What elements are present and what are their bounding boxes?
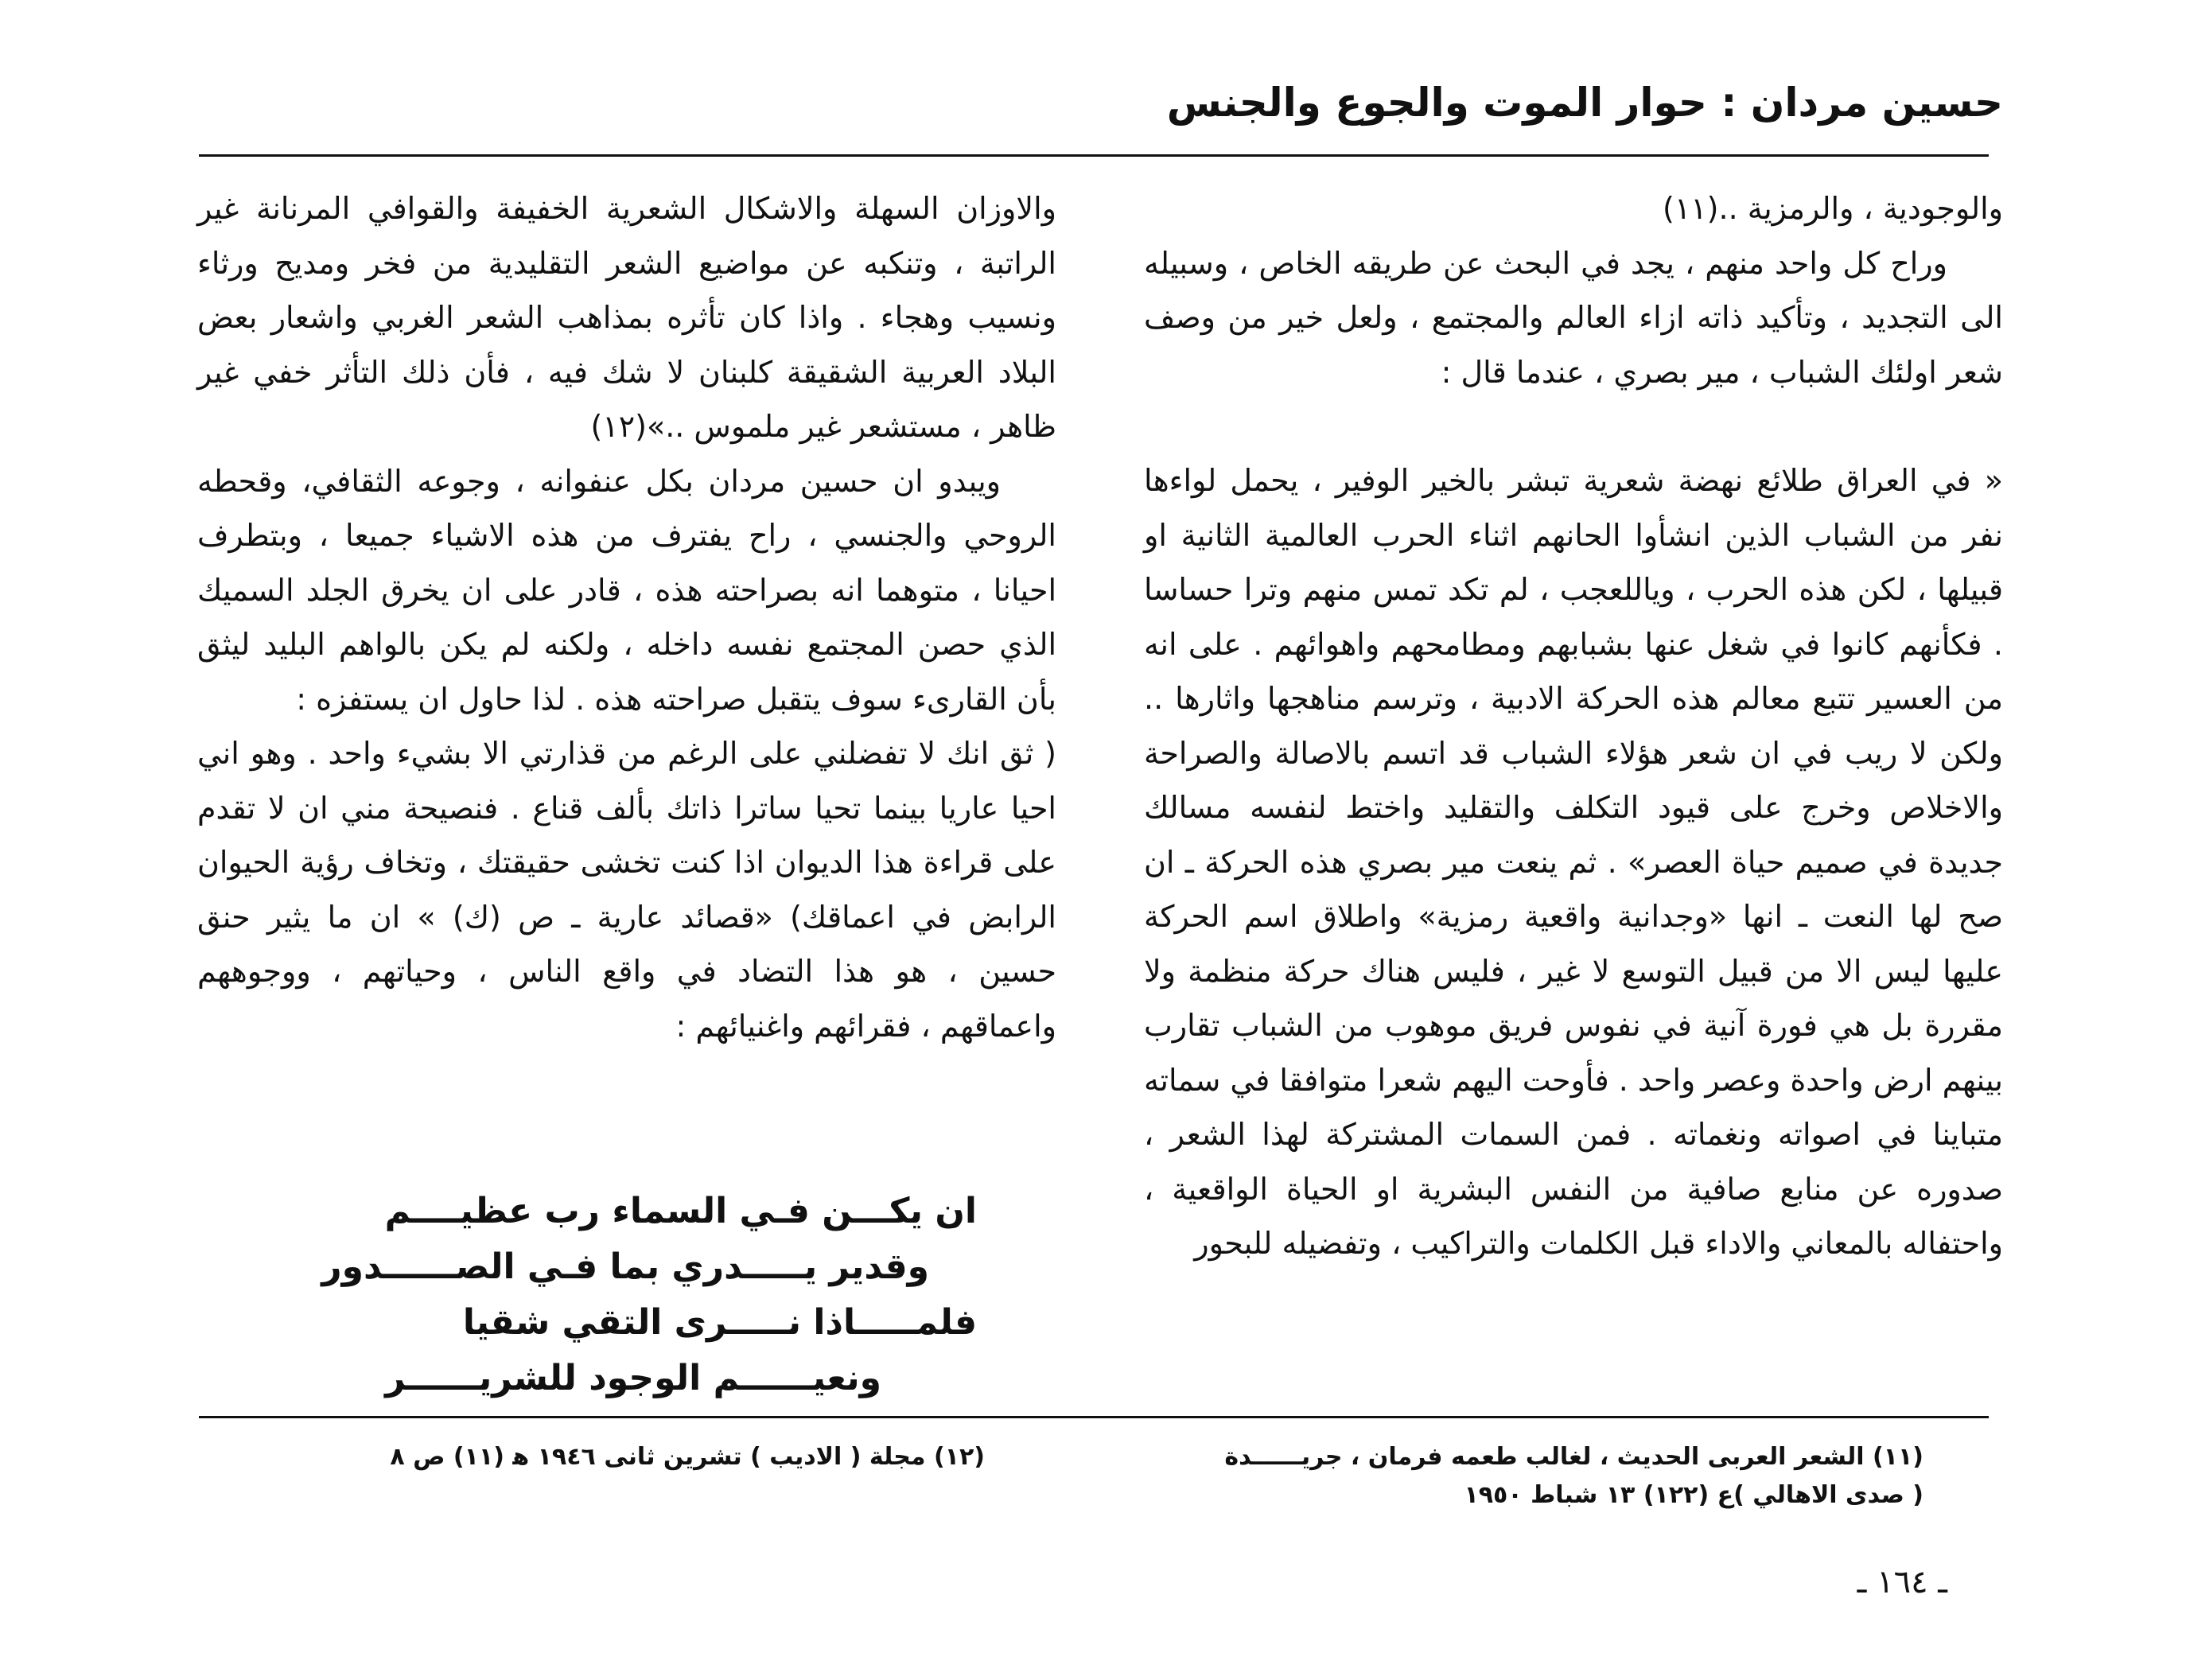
- header-divider: [199, 154, 1989, 157]
- poem-line: وقدير يـــــدري بما فـي الصــــــدور: [321, 1246, 929, 1287]
- footnote-line: (١٢) مجلة ( الاديب ) تشرين ثانى ١٩٤٦ ﻫ (١١) ص ٨: [390, 1443, 985, 1471]
- footnote-line: (١١) الشعر العربى الحديث ، لغالب طعمه فرمان ، جريــــــدة: [1224, 1443, 1923, 1471]
- poem-line: ان يكـــن فـي السماء رب عظيــــم: [384, 1191, 977, 1231]
- paragraph: وراح كل واحد منهم ، يجد في البحث عن طريقه الخاص ، وسبيله الى التجديد ، وتأكيد ذاته ازاء العالم والمجتمع ، ولعل خير من وصف شعر اولئك الشباب ، مير بصري ، عندما قال :: [1144, 245, 2003, 390]
- paragraph: والوجودية ، والرمزية ..(١١): [1663, 191, 2003, 226]
- page-number: ـ ١٦٤ ـ: [1857, 1564, 1947, 1600]
- paragraph: والاوزان السهلة والاشكال الشعرية الخفيفة والقوافي المرنانة غير الراتبة ، وتنكبه عن مواضيع الشعر التقليدية من فخر ومديح ورثاء ونسيب وهجاء . واذا كان تأثره بمذاهب الشعر الغربي واشعار بعض البلاد العربية الشقيقة كلبنان لا شك فيه ، فأن ذلك التأثر خفي غير ظاهر ، مستشعر غير ملموس ..»(١٢): [197, 191, 1056, 444]
- quoted-paragraph: « في العراق طلائع نهضة شعرية تبشر بالخير الوفير ، يحمل لواءها نفر من الشباب الذين انشأوا الحانهم اثناء الحرب العالمية الثانية او قبيلها ، لكن هذه الحرب ، وياللعجب ، لم تكد تمس منهم وترا حساسا . فكأنهم كانوا في شغل عنها بشبابهم ومطامحهم واهوائهم . على انه من العسير تتبع معالم هذه الحركة الادبية ، وترسم مناهجها واثارها .. ولكن لا ريب في ان شعر هؤلاء الشباب قد اتسم بالاصالة والصراحة والاخلاص وخرج على قيود التكلف والتقليد واختط لنفسه مسالك جديدة في صميم حياة العصر» . ثم ينعت مير بصري هذه الحركة ـ ان صح لها النعت ـ انها «وجدانية واقعية رمزية» واطلاق اسم الحركة عليها ليس الا من قبيل التوسع لا غير ، فليس هناك حركة منظمة ولا مقررة بل هي فورة آنية في نفوس فريق موهوب من الشباب تقارب بينهم ارض واحدة وعصر واحد . فأوحت اليهم شعرا متوافقا في سماته متباينا في اصواته ونغماته . فمن السمات المشتركة لهذا الشعر ، صدوره عن منابع صافية من النفس البشرية او الحياة الواقعية ، واحتفاله بالمعاني والاداء قبل الكلمات والتراكيب ، وتفضيله للبحور: [1144, 463, 2003, 1261]
- left-column: [197, 181, 1056, 1053]
- footnote-11: [1224, 1438, 1923, 1515]
- poem-line: ونعيــــــم الوجود للشريــــــر: [385, 1358, 881, 1398]
- page-title: حسين مردان : حوار الموت والجوع والجنس: [1166, 80, 2003, 126]
- footnote-divider: [199, 1416, 1989, 1418]
- poem: [277, 1184, 977, 1406]
- footnote-12: [390, 1438, 985, 1476]
- poem-line: فلمـــــاذا نـــــرى التقي شقيا: [462, 1302, 977, 1343]
- footnote-line: ( صدى الاهالي )ع (١٢٢) ١٣ شباط ١٩٥٠: [1464, 1481, 1923, 1509]
- right-column: [1144, 181, 2003, 1271]
- paragraph: ( ثق انك لا تفضلني على الرغم من قذارتي الا بشيء واحد . وهو اني احيا عاريا بينما تحيا ساترا ذاتك بألف قناع . فنصيحة مني ان لا تقدم على قراءة هذا الديوان اذا كنت تخشى حقيقتك ، وتخاف رؤية الحيوان الرابض في اعماقك) «قصائد عارية ـ ص (ك) » ان ما يثير حنق حسين ، هو هذا التضاد في واقع الناس ، وحياتهم ، ووجوههم واعماقهم ، فقرائهم واغنيائهم :: [197, 736, 1056, 1044]
- paragraph: ويبدو ان حسين مردان بكل عنفوانه ، وجوعه الثقافي، وقحطه الروحي والجنسي ، راح يفترف من هذه الاشياء جميعا ، وبتطرف احيانا ، متوهما انه بصراحته هذه ، قادر على ان يخرق الجلد السميك الذي حصن المجتمع نفسه داخله ، ولكنه لم يكن بالواهم البليد ليثق بأن القارىء سوف يتقبل صراحته هذه . لذا حاول ان يستفزه :: [197, 463, 1056, 717]
